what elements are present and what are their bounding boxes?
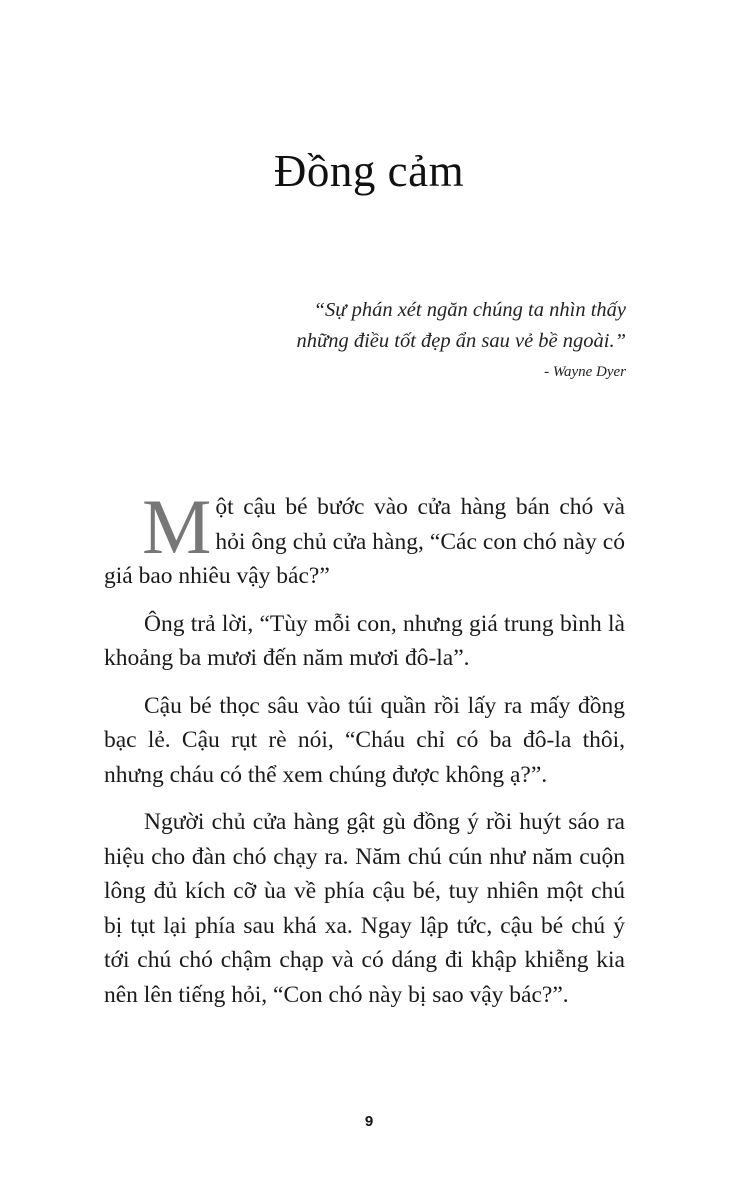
epigraph-author: - Wayne Dyer [544,364,626,380]
epigraph-quote [166,295,626,383]
paragraph-2: Ông trả lời, “Tùy mỗi con, nhưng giá trung bình là khoảng ba mươi đến năm mươi đô-la”. [104,610,625,671]
paragraph-3: Cậu bé thọc sâu vào túi quần rồi lấy ra mấy đồng bạc lẻ. Cậu rụt rè nói, “Cháu chỉ có ba đô-la thôi, nhưng cháu có thể xem chúng được không ạ?”. [104,692,625,788]
paragraph-1 [104,483,625,594]
drop-cap-letter: M [142,483,212,570]
paragraph-4: Người chủ cửa hàng gật gù đồng ý rồi huýt sáo ra hiệu cho đàn chó chạy ra. Năm chú cún như năm cuộn lông đủ kích cỡ ùa về phía cậu bé, tuy nhiên một chú bị tụt lại phía sau khá xa. Ngay lập tức, cậu bé chú ý tới chú chó chậm chạp và có dáng đi khập khiễng kia nên lên tiếng hỏi, “Con chó này bị sao vậy bác?”. [104,809,625,1008]
paragraph-1-text: ột cậu bé bước vào cửa hàng bán chó và hỏi ông chủ cửa hàng, “Các con chó này có giá bao nhiêu vậy bác?” [104,494,625,589]
body-text [104,483,625,1025]
epigraph-line-2: những điều tốt đẹp ẩn sau vẻ bề ngoài.” [296,330,626,352]
chapter-title: Đồng cảm [273,146,465,196]
page-number: 9 [364,1113,374,1130]
epigraph-line-1: “Sự phán xét ngăn chúng ta nhìn thấy [313,299,626,321]
